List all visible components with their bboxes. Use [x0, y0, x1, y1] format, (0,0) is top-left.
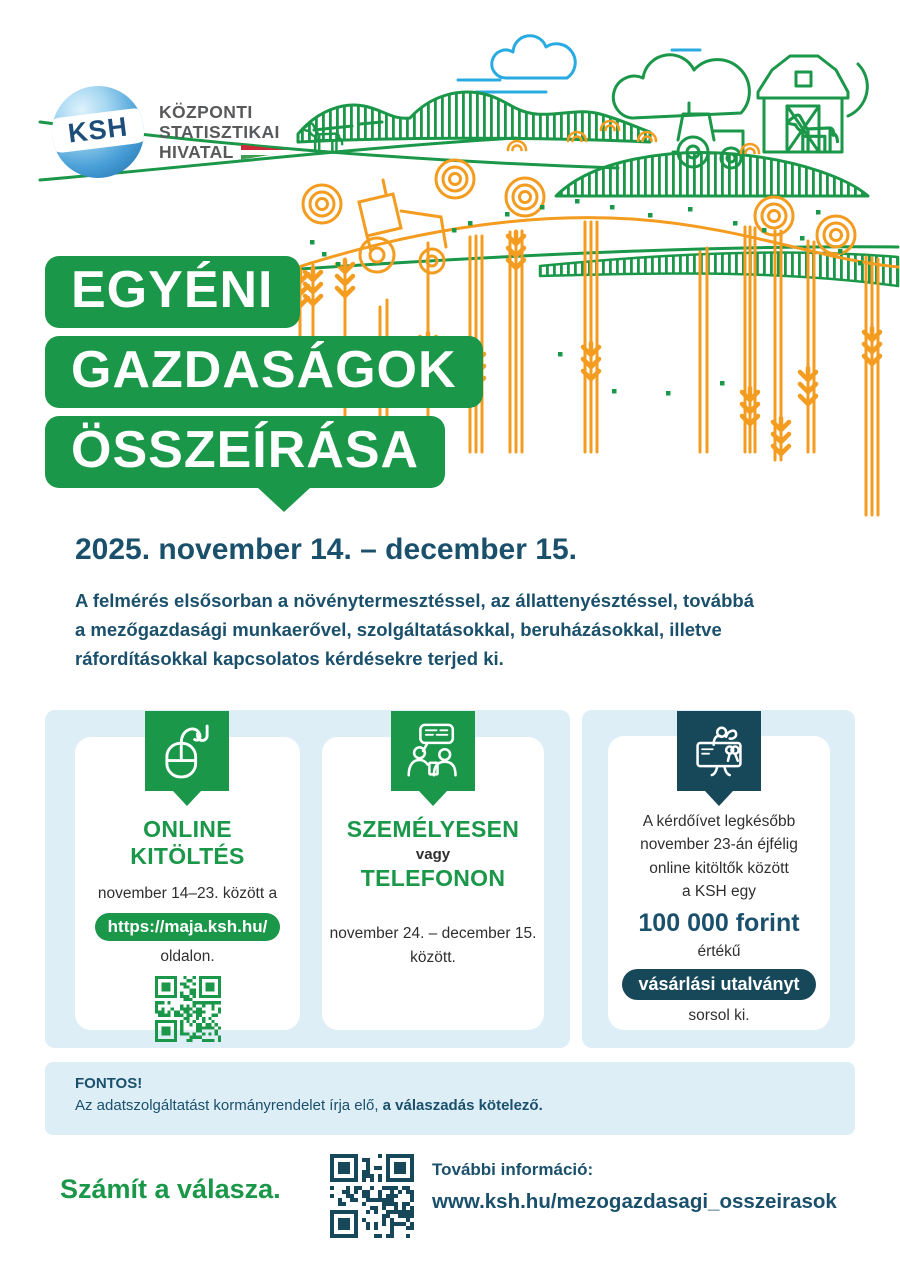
- hill-mound: [556, 153, 868, 196]
- person-connector: vagy: [415, 846, 451, 864]
- ksh-logo: [52, 86, 295, 178]
- prize-after: sorsol ki.: [688, 1007, 750, 1025]
- title-line-1: EGYÉNI: [45, 256, 300, 328]
- slogan: Számít a válasza.: [60, 1174, 281, 1204]
- maja-url-pill[interactable]: https://maja.ksh.hu/: [95, 913, 281, 941]
- online-qr-code[interactable]: [155, 976, 221, 1042]
- prize-line-4: a KSH egy: [681, 882, 757, 900]
- badge-in-person: [391, 711, 475, 791]
- green-cloud-icon: [613, 55, 749, 118]
- info-qr-code[interactable]: [330, 1154, 414, 1238]
- prize-amount: 100 000 forint: [638, 909, 800, 937]
- info-label: További információ:: [432, 1160, 594, 1179]
- hill-band: [298, 92, 650, 142]
- org-name: KÖZPONTI STATISZTIKAI HIVATAL: [159, 102, 295, 162]
- notice-body-regular: Az adatszolgáltatást kormányrendelet írja elő,: [75, 1097, 383, 1114]
- notice-title: FONTOS!: [75, 1075, 143, 1092]
- prize-line-3: online kitöltők között: [649, 859, 789, 877]
- online-after: oldalon.: [160, 947, 215, 965]
- census-dates: 2025. november 14. – december 15.: [75, 533, 577, 566]
- more-info: [432, 1160, 837, 1214]
- online-period: november 14–23. között a: [97, 885, 278, 903]
- voucher-pill: vásárlási utalványt: [622, 969, 815, 1000]
- person-period-2: között.: [410, 948, 456, 966]
- person-title-2: TELEFONON: [360, 865, 506, 892]
- people-conversation-icon: [406, 721, 460, 781]
- title-line-2: GAZDASÁGOK: [45, 336, 483, 408]
- badge-prize: [677, 711, 761, 791]
- hungarian-flag-icon: [241, 145, 295, 160]
- cloud-icon: [458, 36, 700, 92]
- notice-body-bold: a válaszadás kötelező.: [382, 1097, 543, 1114]
- person-period-1: november 24. – december 15.: [329, 925, 537, 943]
- important-notice: [45, 1062, 855, 1135]
- person-title-1: SZEMÉLYESEN: [346, 816, 520, 842]
- online-title-2: KITÖLTÉS: [130, 843, 245, 870]
- intro-paragraph: A felmérés elsősorban a növénytermesztéssel, az állattenyésztéssel, továbbá a mezőgazdasági munkaerővel, szolgáltatásokkal, beruházásokkal, illetve ráfordításokkal kapcsolatos kérdésekre terjed ki.: [75, 590, 754, 670]
- gift-card-icon: [694, 722, 744, 780]
- info-url[interactable]: www.ksh.hu/mezogazdasagi_osszeirasok: [432, 1190, 837, 1213]
- prize-line-2: november 23-án éjfélig: [640, 836, 798, 854]
- title-line-3: ÖSSZEÍRÁSA: [45, 416, 445, 488]
- speech-tail: [257, 487, 311, 512]
- poster-title: [45, 256, 483, 512]
- computer-mouse-icon: [164, 722, 210, 780]
- prize-amount-suffix: értékű: [697, 943, 741, 960]
- ksh-acronym: KSH: [66, 111, 130, 149]
- ksh-globe-icon: [52, 86, 144, 178]
- badge-online: [145, 711, 229, 791]
- online-title-1: ONLINE: [143, 816, 232, 842]
- prize-line-1: A kérdőívet legkésőbb: [642, 813, 796, 830]
